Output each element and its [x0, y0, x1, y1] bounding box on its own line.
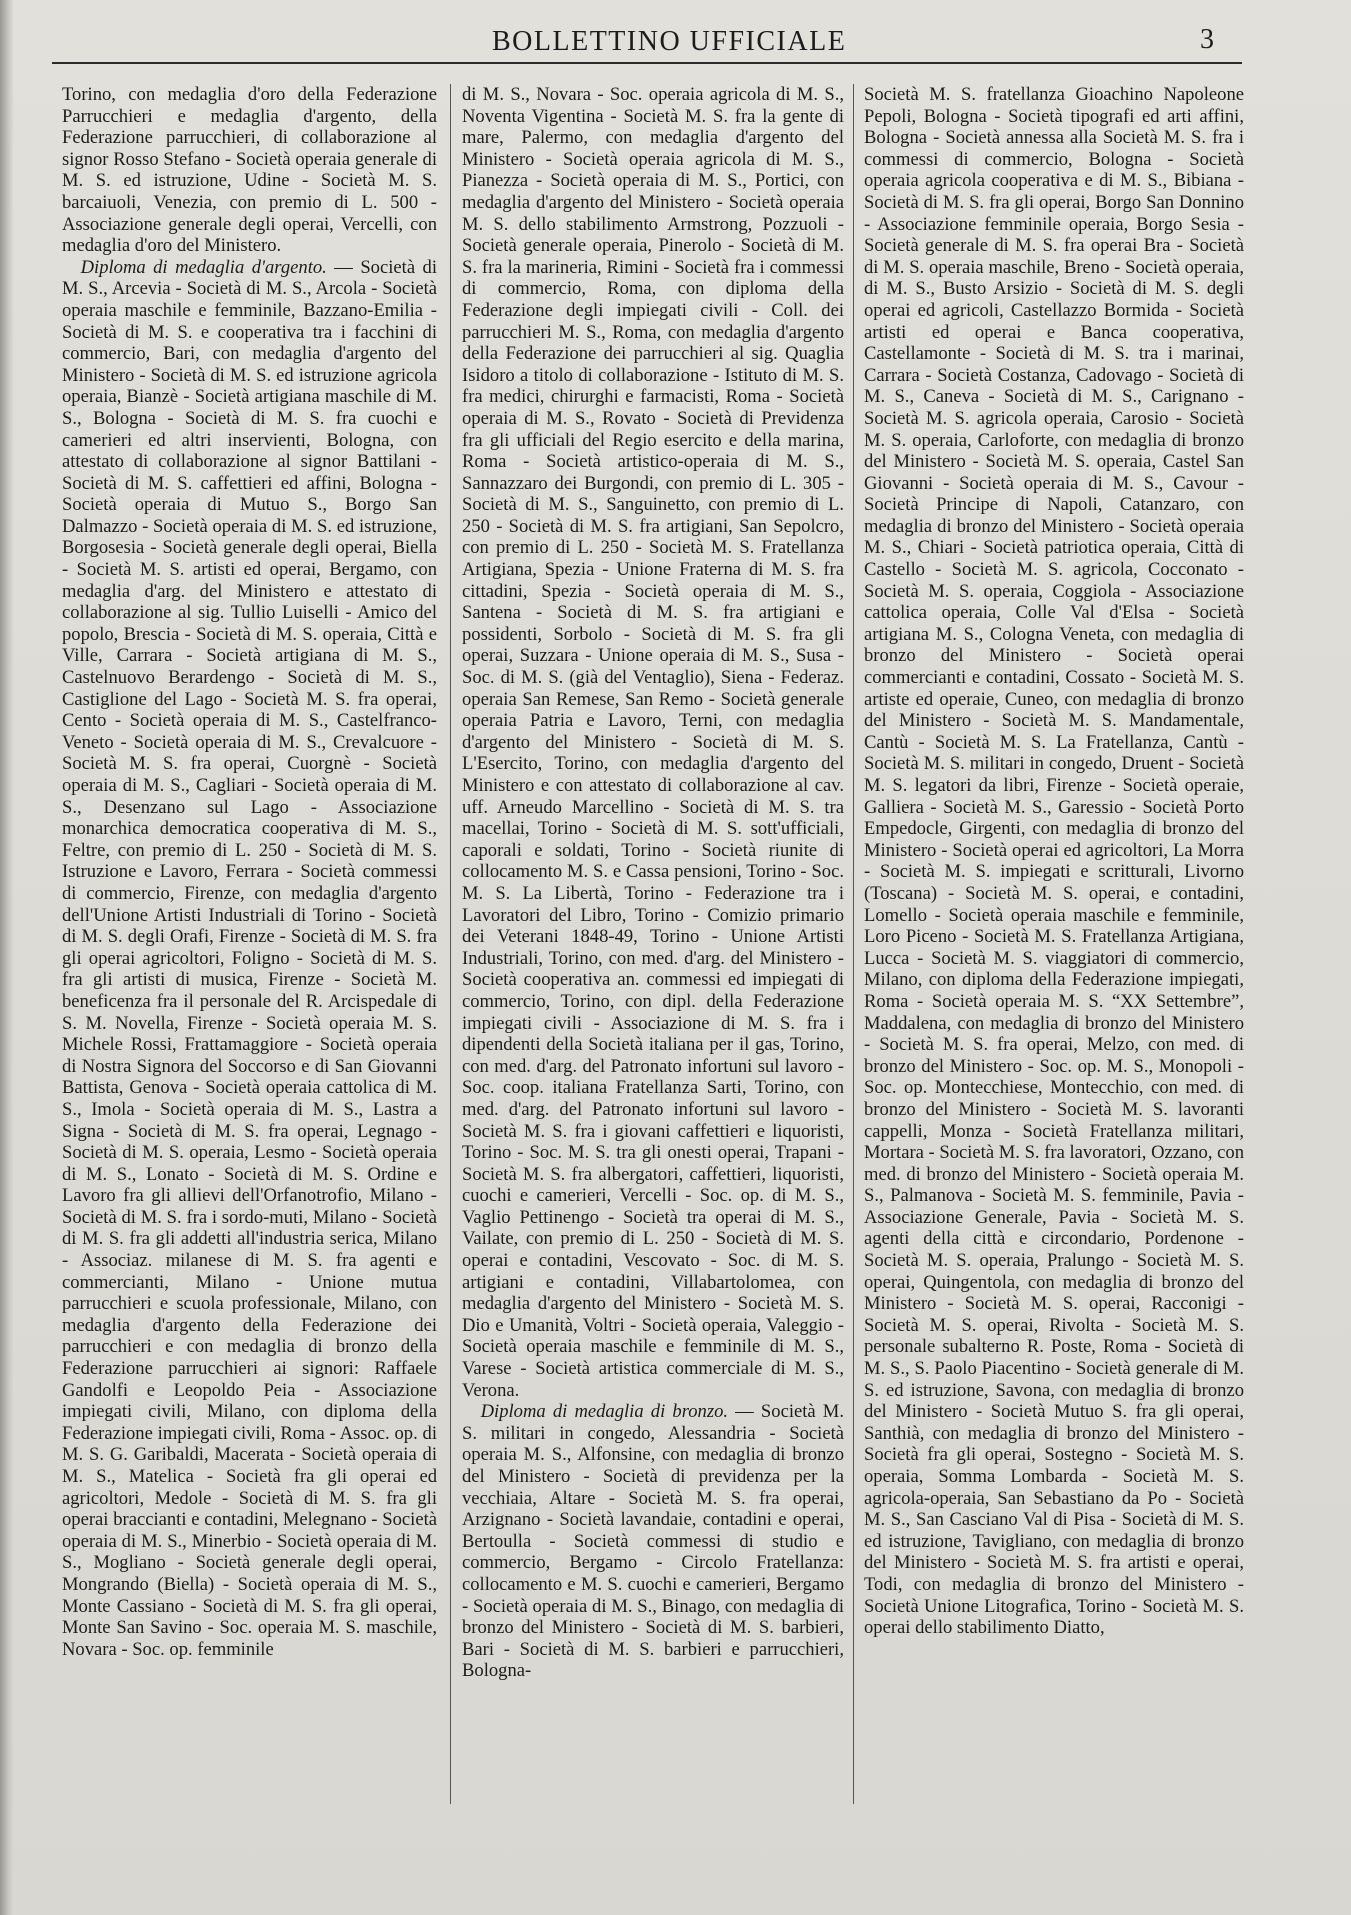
column-left [62, 84, 437, 1660]
bulletin-title: BOLLETTINO UFFICIALE [492, 26, 847, 57]
scan-edge [0, 0, 14, 1915]
column-divider [853, 84, 854, 1804]
paragraph [62, 257, 437, 1661]
paragraph-text: — Società di M. S., Arcevia - Società di M. S., Arcola - Società operaia maschile e femminile, Bazzano-Emilia - Società di M. S. e cooperativa tra i facchini di commercio, Bari, con medaglia d'argento del Ministero - Società di M. S. ed istruzione agricola operaia, Bianzè - Società artigiana maschile di M. S., Bologna - Società di M. S. fra cuochi e camerieri ed altri inservienti, Bologna, con attestato di collaborazione al signor Battilani - Società di M. S. caffettieri ed affini, Bologna - Società operaia di Mutuo S., Borgo San Dalmazzo - Società operaia di M. S. ed istruzione, Borgosesia - Società generale degli operai, Biella - Società M. S. artisti ed operai, Bergamo, con medaglia d'arg. del Ministero e attestato di collaborazione al sig. Tullio Luiselli - Amico del popolo, Brescia - Società di M. S. operaia, Città e Ville, Carrara - Società artigiana di M. S., Castelnuovo Berardengo - Società di M. S., Castiglione del Lago - Società M. S. fra operai, Cento - Società operaia di M. S., Castelfranco-Veneto - Società operaia di M. S., Crevalcuore - Società M. S. fra operai, Cuorgnè - Società operaia di M. S., Cagliari - Società operaia di M. S., Desenzano sul Lago - Associazione monarchica democratica cooperativa di M. S., Feltre, con premio di L. 250 - Società di M. S. Istruzione e Lavoro, Ferrara - Società commessi di commercio, Firenze, con medaglia d'argento dell'Unione Artisti Industriali di Torino - Società di M. S. degli Orafi, Firenze - Società di M. S. fra gli operai agricoltori, Foligno - Società di M. S. fra gli artisti di musica, Firenze - Società M. beneficenza fra il personale del R. Arcispedale di S. M. Novella, Firenze - Società operaia M. S. Michele Rossi, Frattamaggiore - Società operaia di Nostra Signora del Soccorso e di San Giovanni Battista, Genova - Società operaia cattolica di M. S., Imola - Società operaia di M. S., Lastra a Signa - Società di M. S. fra operai, Legnago - Società di M. S. operaia, Lesmo - Società operaia di M. S., Lonato - Società di M. S. Ordine e Lavoro fra gli allievi dell'Orfanotrofio, Milano - Società di M. S. fra i sordo-muti, Milano - Società di M. S. fra gli addetti all'industria serica, Milano - Associaz. milanese di M. S. fra agenti e commercianti, Milano - Unione mutua parrucchieri e scuola professionale, Milano, con medaglia d'argento della Federazione dei parrucchieri e con medaglia di bronzo della Federazione parrucchieri ai signori: Raffaele Gandolfi e Leopoldo Peia - Associazione impiegati civili, Milano, con diploma della Federazione impiegati civili, Roma - Assoc. op. di M. S. G. Garibaldi, Macerata - Società operaia di M. S., Matelica - Società fra gli operai ed agricoltori, Medole - Società di M. S. fra gli operai braccianti e contadini, Melegnano - Società operaia di M. S., Minerbio - Società operaia di M. S., Mogliano - Società generale degli operai, Mongrando (Biella) - Società operaia di M. S., Monte Cassiano - Società di M. S. fra gli operai, Monte San Savino - Soc. operaia M. S. maschile, Novara - Soc. op. femminile [62, 256, 437, 1660]
page-number: 3 [1200, 24, 1214, 55]
column-middle [462, 84, 844, 1682]
paragraph: di M. S., Novara - Soc. operaia agricola di M. S., Noventa Vigentina - Società M. S. fra la gente di mare, Palermo, con medaglia d'argento del Ministero - Società operaia agricola di M. S., Pianezza - Società operaia di M. S., Portici, con medaglia d'argento del Ministero - Società operaia M. S. dello stabilimento Armstrong, Pozzuoli - Società generale operaia, Pinerolo - Società di M. S. fra la marineria, Rimini - Società fra i commessi di commercio, Roma, con diploma della Federazione degli impiegati civili - Coll. dei parrucchieri M. S., Roma, con medaglia d'argento della Federazione dei parrucchieri al sig. Quaglia Isidoro a titolo di collaborazione - Istituto di M. S. fra medici, chirurghi e farmacisti, Roma - Società operaia di M. S., Rovato - Società di Previdenza fra gli ufficiali del Regio esercito e della marina, Roma - Società artistico-operaia di M. S., Sannazzaro dei Burgondi, con premio di L. 305 - Società di M. S., Sanguinetto, con premio di L. 250 - Società di M. S. fra artigiani, San Sepolcro, con premio di L. 250 - Società M. S. Fratellanza Artigiana, Spezia - Unione Fraterna di M. S. fra cittadini, Spezia - Società operaia di M. S., Santena - Società di M. S. fra artigiani e possidenti, Sorbolo - Società di M. S. fra gli operai, Suzzara - Unione operaia di M. S., Susa - Soc. di M. S. (già del Ventaglio), Siena - Federaz. operaia San Remese, San Remo - Società generale operaia Patria e Lavoro, Terni, con medaglia d'argento del Ministero - Società di M. S. L'Esercito, Torino, con medaglia d'argento del Ministero e con attestato di collaborazione al cav. uff. Arneudo Marcellino - Società di M. S. tra macellai, Torino - Società di M. S. sott'ufficiali, caporali e soldati, Torino - Società riunite di collocamento M. S. e Cassa pensioni, Torino - Soc. M. S. La Libertà, Torino - Federazione tra i Lavoratori del Libro, Torino - Comizio primario dei Veterani 1848-49, Torino - Unione Artisti Industriali, Torino, con med. d'arg. del Ministero - Società cooperativa an. commessi ed impiegati di commercio, Torino, con dipl. della Federazione impiegati civili - Associazione di M. S. fra i dipendenti della Società italiana per il gas, Torino, con med. d'arg. del Patronato infortuni sul lavoro - Soc. coop. italiana Fratellanza Sarti, Torino, con med. d'arg. del Patronato infortuni sul lavoro - Società M. S. fra i giovani caffettieri e liquoristi, Torino - Soc. M. S. tra gli onesti operai, Trapani - Società M. S. fra albergatori, caffettieri, liquoristi, cuochi e camerieri, Vercelli - Soc. op. di M. S., Vaglio Pettinengo - Società tra operai di M. S., Vailate, con premio di L. 250 - Società di M. S. operai e contadini, Vescovato - Soc. di M. S. artigiani e contadini, Villabartolomea, con medaglia d'argento del Ministero - Società M. S. Dio e Umanità, Voltri - Società operaia, Valeggio - Società operaia maschile e femminile di M. S., Varese - Società artistica commerciale di M. S., Verona. [462, 84, 844, 1401]
paragraph: Società M. S. fratellanza Gioachino Napoleone Pepoli, Bologna - Società tipografi ed arti affini, Bologna - Società annessa alla Società M. S. fra i commessi di commercio, Bologna - Società operaia agricola cooperativa e di M. S., Bibiana - Società di M. S. fra gli operai, Borgo San Donnino - Associazione femminile operaia, Borgo Sesia - Società generale di M. S. fra operai Bra - Società di M. S. operaia maschile, Breno - Società operaia, di M. S., Busto Arsizio - Società di M. S. degli operai ed agricoli, Castellazzo Bormida - Società artisti ed operai e Banca cooperativa, Castellamonte - Società di M. S. tra i marinai, Carrara - Società Costanza, Cadovago - Società di M. S., Caneva - Società di M. S., Carignano - Società M. S. agricola operaia, Carosio - Società M. S. operaia, Carloforte, con medaglia di bronzo del Ministero - Società M. S. operaia, Castel San Giovanni - Società operaia di M. S., Cavour - Società Principe di Napoli, Catanzaro, con medaglia di bronzo del Ministero - Società operaia M. S., Chiari - Società patriotica operaia, Città di Castello - Società M. S. agricola, Cocconato - Società M. S. operaia, Coggiola - Associazione cattolica operaia, Colle Val d'Elsa - Società artigiana M. S., Cologna Veneta, con medaglia di bronzo del Ministero - Società operai commercianti e contadini, Cossato - Società M. S. artiste ed operaie, Cuneo, con medaglia di bronzo del Ministero - Società M. S. Mandamentale, Cantù - Società M. S. La Fratellanza, Cantù - Società M. S. militari in congedo, Druent - Società M. S. legatori da libri, Firenze - Società operaie, Galliera - Società M. S., Garessio - Società Porto Empedocle, Girgenti, con medaglia di bronzo del Ministero - Società operai ed agricoltori, La Morra - Società M. S. impiegati e scritturali, Livorno (Toscana) - Società M. S. operai, e contadini, Lomello - Società operaia maschile e femminile, Loro Piceno - Società M. S. Fratellanza Artigiana, Lucca - Società M. S. viaggiatori di commercio, Milano, con diploma della Federazione impiegati, Roma - Società operaia M. S. “XX Settembre”, Maddalena, con medaglia di bronzo del Ministero - Società M. S. fra operai, Melzo, con med. di bronzo del Ministero - Soc. op. M. S., Monopoli - Soc. op. Montecchiese, Montecchio, con med. di bronzo del Ministero - Società M. S. lavoranti cappelli, Monza - Società Fratellanza militari, Mortara - Società M. S. fra lavoratori, Ozzano, con med. di bronzo del Ministero - Società operaia M. S., Palmanova - Società M. S. femminile, Pavia - Associazione Generale, Pavia - Società M. S. agenti della città e circondario, Pordenone - Società M. S. operaia, Pralungo - Società M. S. operai, Quingentola, con medaglia di bronzo del Ministero - Società M. S. operai, Racconigi - Società M. S. operai, Rivolta - Società M. S. personale subalterno R. Poste, Roma - Società di M. S., S. Paolo Piacentino - Società generale di M. S. ed istruzione, Savona, con medaglia di bronzo del Ministero - Società Mutuo S. fra gli operai, Santhià, con medaglia di bronzo del Ministero - Società fra gli operai, Sostegno - Società M. S. operaia, Somma Lombarda - Società M. S. agricola-operaia, San Sebastiano da Po - Società M. S., San Casciano Val di Pisa - Società di M. S. ed istruzione, Tavigliano, con medaglia di bronzo del Ministero - Società M. S. fra artisti e operai, Todi, con medaglia di bronzo del Ministero - Società Unione Litografica, Torino - Società M. S. operai dello stabilimento Diatto, [864, 84, 1245, 1639]
page-header [40, 18, 1240, 68]
section-heading: Diploma di medaglia d'argento. [80, 256, 327, 278]
paragraph-text: — Società M. S. militari in congedo, Alessandria - Società operaia M. S., Alfonsine, con medaglia di bronzo del Ministero - Società di previdenza per la vecchiaia, Altare - Società M. S. fra operai, Arzignano - Società lavandaie, contadini e operai, Bertoulla - Società commessi di studio e commercio, Bergamo - Circolo Fratellanza: collocamento e M. S. cuochi e camerieri, Bergamo - Società operaia di M. S., Binago, con medaglia di bronzo del Ministero - Società di M. S. barbieri, Bari - Società di M. S. barbieri e parrucchieri, Bologna- [462, 1401, 844, 1682]
paragraph: Torino, con medaglia d'oro della Federazione Parrucchieri e medaglia d'argento, della Federazione parrucchieri, di collaborazione al signor Rosso Stefano - Società operaia generale di M. S. ed istruzione, Udine - Società M. S. barcaiuoli, Venezia, con premio di L. 500 - Associazione generale degli operai, Vercelli, con medaglia d'oro del Ministero. [62, 84, 437, 257]
section-heading: Diploma di medaglia di bronzo. [480, 1401, 729, 1423]
paragraph [462, 1401, 844, 1682]
column-divider [450, 84, 451, 1804]
column-right [864, 84, 1244, 1639]
header-rule [52, 62, 1242, 64]
